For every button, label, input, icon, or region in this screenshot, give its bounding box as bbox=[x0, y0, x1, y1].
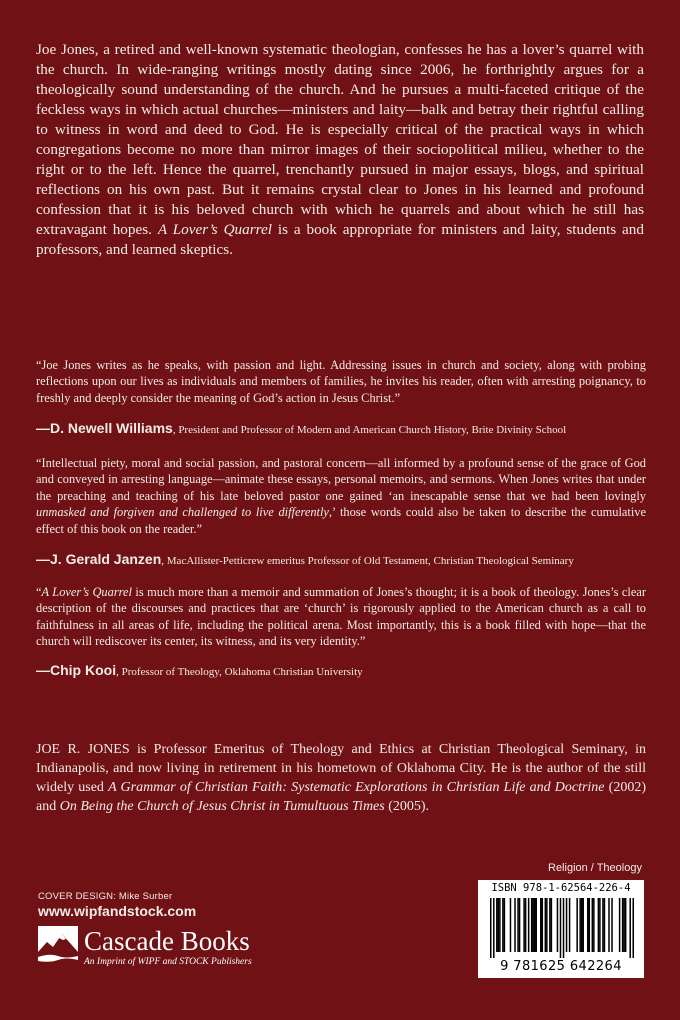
barcode-bar bbox=[549, 898, 551, 952]
publisher-website[interactable]: www.wipfandstock.com bbox=[38, 903, 197, 919]
barcode-bar bbox=[589, 898, 591, 952]
description-text: Joe Jones, a retired and well-known systematic theologian, confesses he has a lover’s quarrel with the church. In wide-ranging writings mostly dating since 2006, he forthrightly argues for a theologically sound understanding of the church. And he pursues a multi-faceted critique of the feckless ways in which actual churches—ministers and laity—balk and betray their rightful calling to witness in word and deed to God. He is especially critical of the practical ways in which congregations become no more than mirror images of their sociopolitical milieu, whether to the right or to the left. Hence the quarrel, trenchantly pursued in major essays, blogs, and spiritual reflections on his own past. But it remains crystal clear to Jones in his learned and profound confession that it is his beloved church with which he quarrels and about which he still has extravagant hopes. bbox=[36, 41, 644, 238]
description-text-end: is a book appropriate for ministers and laity, students and professors, and learned skeptics. bbox=[36, 221, 644, 258]
quote-book-title: A Lover’s Quarrel bbox=[41, 585, 132, 599]
endorsement-attribution-1 bbox=[36, 420, 656, 436]
barcode-bar bbox=[592, 898, 594, 952]
barcode-bar bbox=[611, 898, 613, 952]
barcode-bar bbox=[582, 898, 584, 952]
bio-text-2: (2002) and bbox=[36, 780, 647, 814]
endorser-affiliation: , Professor of Theology, Oklahoma Christian University bbox=[116, 666, 363, 678]
endorser-affiliation: , MacAllister-Petticrew emeritus Professor of Old Testament, Christian Theological Seminary bbox=[161, 555, 574, 567]
barcode-bar bbox=[490, 898, 492, 958]
barcode-bar bbox=[546, 898, 548, 952]
barcode-bar bbox=[523, 898, 525, 952]
barcode-bar bbox=[534, 898, 536, 952]
bio-text: is Professor Emeritus of Theology and Ethics at Christian Theological Seminary, in Indianapolis, and now living in retirement in his hometown of Oklahoma City. He is the author of the still widely used bbox=[36, 742, 646, 795]
mountain-logo-icon bbox=[38, 926, 78, 966]
barcode-bar bbox=[504, 898, 506, 952]
barcode-bar bbox=[581, 898, 583, 952]
endorser-affiliation: , President and Professor of Modern and American Church History, Brite Divinity School bbox=[172, 424, 567, 436]
bio-book-title-1: A Grammar of Christian Faith: Systematic Explorations in Christian Life and Doctrine bbox=[108, 780, 605, 795]
barcode-bar bbox=[563, 898, 565, 958]
barcode-digits: 9 781625 642264 bbox=[500, 959, 622, 974]
publisher-name: Cascade Books bbox=[84, 926, 250, 956]
endorsement-attribution-3 bbox=[36, 662, 656, 678]
barcode-bar bbox=[510, 898, 512, 952]
isbn-label: ISBN 978-1-62564-226-4 bbox=[491, 882, 631, 894]
barcode-bar bbox=[619, 898, 621, 952]
publisher-tagline: An Imprint of WIPF and STOCK Publishers bbox=[84, 957, 252, 967]
endorser-name: —Chip Kooi bbox=[36, 662, 117, 678]
isbn-barcode bbox=[478, 880, 644, 978]
publisher-logo bbox=[38, 926, 278, 976]
quote-open: “ bbox=[36, 585, 42, 599]
book-description bbox=[36, 40, 644, 260]
barcode-bar bbox=[593, 898, 595, 952]
bio-book-title-2: On Being the Church of Jesus Christ in Tumultuous Times bbox=[59, 799, 385, 814]
barcode-bar bbox=[542, 898, 544, 952]
author-name: JOE R. JONES bbox=[36, 742, 130, 757]
barcode-bar bbox=[517, 898, 519, 952]
barcode-bars bbox=[490, 898, 634, 958]
barcode-bar bbox=[525, 898, 527, 952]
barcode-bar bbox=[540, 898, 542, 952]
barcode-bar bbox=[598, 898, 600, 952]
barcode-bar bbox=[632, 898, 634, 958]
author-bio bbox=[36, 740, 646, 816]
barcode-bar bbox=[569, 898, 571, 952]
barcode-bar bbox=[599, 898, 601, 952]
barcode-bar bbox=[498, 898, 500, 952]
quote-text-end: ,’ those words could also be taken to describe the cumulative effect of this book on the reader.” bbox=[36, 505, 646, 536]
quote-text: “Intellectual piety, moral and social passion, and pastoral concern—all informed by a profound sense of the grace of God and conveyed in arresting language—animate these essays, personal memoirs, and sermons. When Jones writes that under the preaching and teaching of his late beloved pastor one gained ‘an inescapable sense that we had been lovingly bbox=[36, 456, 646, 503]
quote-text: is much more than a memoir and summation of Jones’s thought; it is a book of theology. Jones’s clear description of the discourses and practices that are ‘church’ is rigorously applied to the American church as a call to faithfulness in all areas of life, including the political arena. Most importantly, this is a book filled with hope—that the church will rediscover its center, its witness, and its very identity.” bbox=[36, 585, 646, 649]
barcode-bar bbox=[560, 898, 562, 958]
barcode-bar bbox=[514, 898, 516, 952]
endorser-name: —D. Newell Williams bbox=[36, 420, 173, 436]
barcode-bar bbox=[499, 898, 501, 952]
quote-emphasis: unmasked and forgiven and challenged to live differently bbox=[36, 505, 329, 520]
bio-text-3: (2005). bbox=[384, 799, 430, 814]
endorsement-quote-1: “Joe Jones writes as he speaks, with passion and light. Addressing issues in church and society, along with probing reflections upon our lives as individuals and members of families, he invites his reader, often with arresting poignancy, to freshly and deeply consider the meaning of God’s action in Jesus Christ.” bbox=[36, 358, 646, 405]
barcode-bar bbox=[496, 898, 498, 952]
endorsement-quote-3 bbox=[36, 584, 646, 650]
barcode-bar bbox=[545, 898, 547, 952]
barcode-bar bbox=[604, 898, 606, 952]
book-title: A Lover’s Quarrel bbox=[157, 221, 272, 238]
barcode-bar bbox=[566, 898, 568, 952]
barcode-bar bbox=[608, 898, 610, 952]
barcode-bar bbox=[557, 898, 559, 952]
barcode-bar bbox=[528, 898, 530, 952]
barcode-bar bbox=[629, 898, 631, 958]
barcode-bar bbox=[579, 898, 581, 952]
barcode-bar bbox=[576, 898, 578, 952]
barcode-bar bbox=[519, 898, 521, 952]
endorsement-attribution-2 bbox=[36, 551, 656, 567]
barcode-bar bbox=[622, 898, 624, 952]
barcode-bar bbox=[623, 898, 625, 952]
barcode-bar bbox=[532, 898, 534, 952]
barcode-bar bbox=[502, 898, 504, 952]
endorser-name: —J. Gerald Janzen bbox=[36, 551, 162, 567]
barcode-bar bbox=[587, 898, 589, 952]
barcode-bar bbox=[535, 898, 537, 952]
barcode-bar bbox=[531, 898, 533, 952]
barcode-bar bbox=[551, 898, 553, 952]
subject-category: Religion / Theology bbox=[548, 862, 642, 874]
barcode-bar bbox=[493, 898, 495, 958]
barcode-bar bbox=[625, 898, 627, 952]
barcode-bar bbox=[602, 898, 604, 952]
cover-design-credit: COVER DESIGN: Mike Surber bbox=[38, 891, 173, 902]
endorsement-quote-2 bbox=[36, 455, 646, 537]
